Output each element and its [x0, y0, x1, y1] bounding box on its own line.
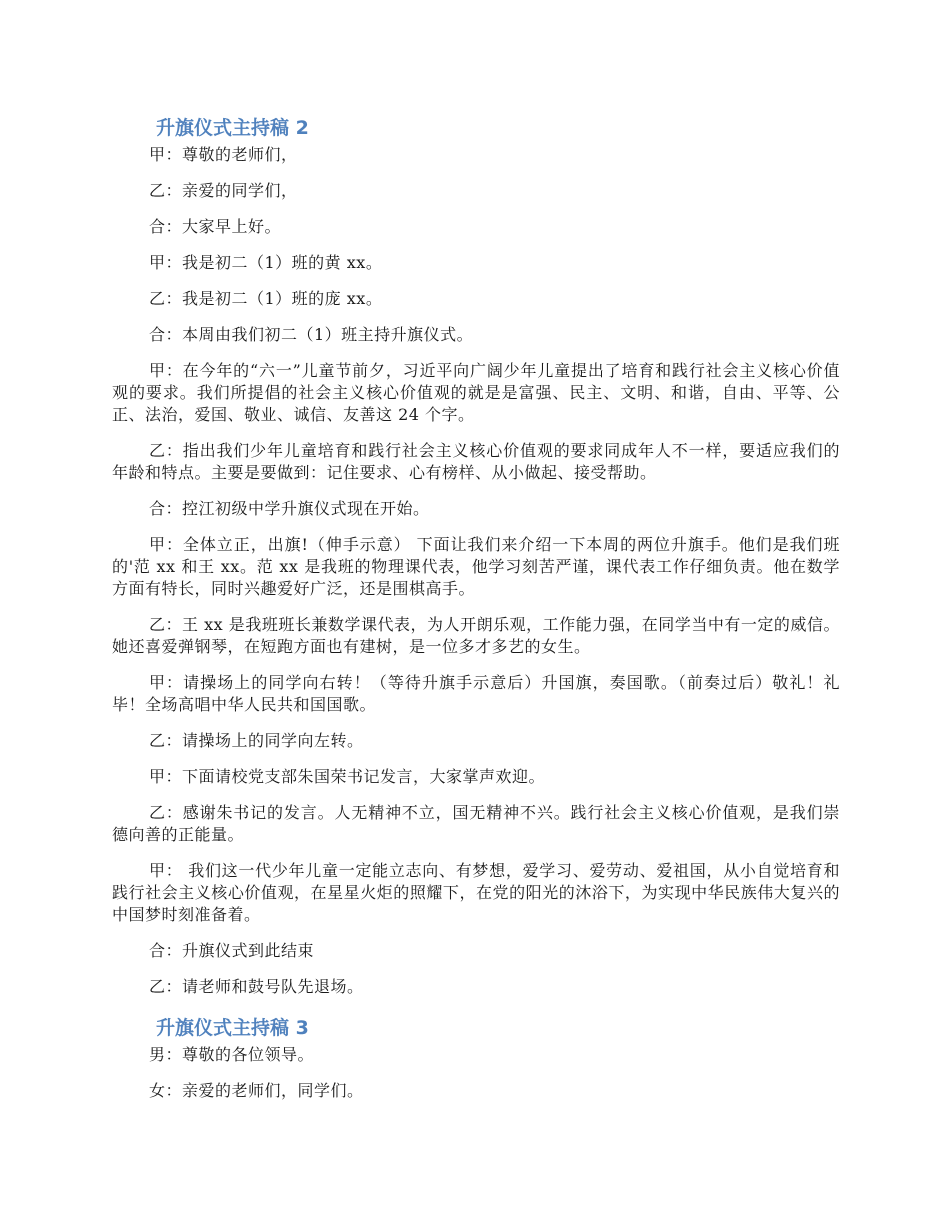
paragraph: 甲：请操场上的同学向右转！（等待升旗手示意后）升国旗，奏国歌。（前奏过后）敬礼！礼毕！全场高唱中华人民共和国国歌。 — [112, 673, 840, 714]
paragraph: 男：尊敬的各位领导。 — [149, 1045, 315, 1064]
paragraph: 乙：请老师和鼓号队先退场。 — [149, 977, 364, 996]
paragraph: 合：本周由我们初二（1）班主持升旗仪式。 — [149, 325, 474, 344]
paragraph: 乙：王 xx 是我班班长兼数学课代表，为人开朗乐观，工作能力强，在同学当中有一定的威信。她还喜爱弹钢琴，在短跑方面也有建树，是一位多才多艺的女生。 — [112, 615, 840, 656]
paragraph: 女：亲爱的老师们，同学们。 — [149, 1081, 364, 1100]
section-heading: 升旗仪式主持稿 3 — [156, 1017, 309, 1039]
paragraph: 合：控江初级中学升旗仪式现在开始。 — [149, 499, 430, 518]
paragraph: 乙：请操场上的同学向左转。 — [149, 731, 364, 750]
paragraph: 合：大家早上好。 — [149, 217, 282, 236]
paragraph: 甲：我是初二（1）班的黄 xx。 — [149, 253, 383, 272]
section-host-script-3 — [112, 1012, 840, 1102]
paragraph: 甲：全体立正，出旗!（伸手示意） 下面让我们来介绍一下本周的两位升旗手。他们是我们班的'范 xx 和王 xx。范 xx 是我班的物理课代表，他学习刻苦严谨，课代表工作仔细负责。他在数学方面有特长，同时兴趣爱好广泛，还是围棋高手。 — [112, 535, 840, 598]
paragraph: 甲：在今年的“六一”儿童节前夕，习近平向广阔少年儿童提出了培育和践行社会主义核心价值观的要求。我们所提倡的社会主义核心价值观的就是是富强、民主、文明、和谐，自由、平等、公正、法治，爱国、敬业、诚信、友善这 24 个字。 — [112, 361, 840, 424]
paragraph: 乙：指出我们少年儿童培育和践行社会主义核心价值观的要求同成年人不一样，要适应我们的年龄和特点。主要是要做到：记住要求、心有榜样、从小做起、接受帮助。 — [112, 441, 840, 482]
paragraph: 乙：感谢朱书记的发言。人无精神不立，国无精神不兴。践行社会主义核心价值观，是我们崇德向善的正能量。 — [112, 803, 840, 844]
section-heading: 升旗仪式主持稿 2 — [156, 117, 309, 139]
paragraph: 合：升旗仪式到此结束 — [149, 941, 315, 960]
paragraph: 乙：我是初二（1）班的庞 xx。 — [149, 289, 383, 308]
paragraph: 甲：尊敬的老师们， — [149, 145, 298, 164]
paragraph: 甲：下面请校党支部朱国荣书记发言，大家掌声欢迎。 — [149, 767, 546, 786]
section-host-script-2 — [112, 112, 840, 998]
paragraph: 甲： 我们这一代少年儿童一定能立志向、有梦想，爱学习、爱劳动、爱祖国，从小自觉培育和践行社会主义核心价值观，在星星火炬的照耀下，在党的阳光的沐浴下，为实现中华民族伟大复兴的中国梦时刻准备着。 — [112, 861, 840, 924]
paragraph: 乙：亲爱的同学们， — [149, 181, 298, 200]
document-page — [112, 112, 840, 1116]
